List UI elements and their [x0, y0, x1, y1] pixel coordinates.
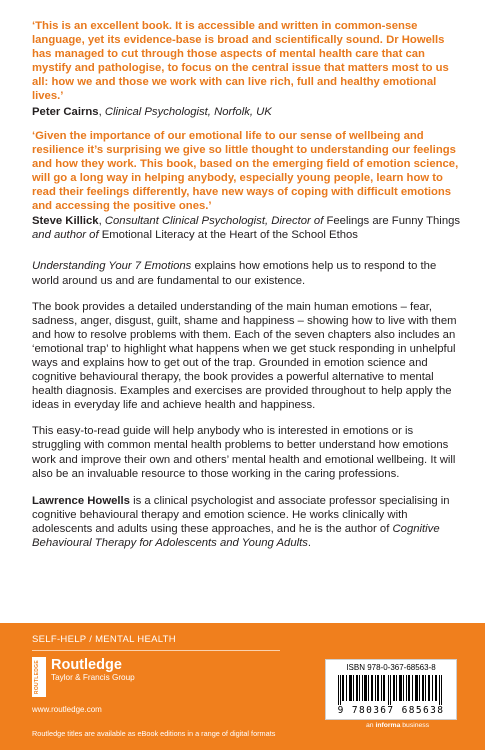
isbn-label: ISBN 978-0-367-68563-8: [346, 663, 436, 672]
intro-paragraph: [32, 259, 464, 287]
book-title: Understanding Your 7 Emotions: [32, 260, 192, 273]
publisher-footer: [0, 623, 485, 750]
author-bio-text: is a clinical psychologist and associate professor specialising in cognitive behavioural therapy and emotion science. He works clinically with adolescents and adults using these approaches, and he is the author of: [32, 494, 450, 535]
informa-prefix: an: [366, 722, 376, 729]
reviewer-name: Peter Cairns: [32, 105, 99, 118]
barcode-icon: [338, 675, 444, 705]
ebook-note: Routledge titles are available as eBook editions in a range of digital formats: [32, 729, 276, 738]
publisher-group: Taylor & Francis Group: [51, 673, 135, 682]
book-title-mention: Feelings are Funny Things: [326, 215, 461, 228]
category-label: SELF-HELP / MENTAL HEALTH: [32, 634, 176, 645]
book-title-mention: Emotional Literacy at the Heart of the School Ethos: [101, 229, 358, 242]
barcode-number: 9 780367 685638: [337, 705, 445, 716]
category-divider: [32, 650, 280, 651]
publisher-brand: [51, 657, 135, 683]
informa-suffix: business: [400, 722, 430, 729]
routledge-logo-icon: [32, 657, 46, 697]
description-paragraph: The book provides a detailed understanding of the main human emotions – fear, sadness, anger, disgust, guilt, shame and happiness – showing how to live with them and how to resolve problems with them. Each of the seven chapters also includes an ‘emotional trap’ to highlight what happens when we get stuck responding in unhelpful ways and explains how to get out of the trap. Grounded in emotion science and cognitive behavioural therapy, the book provides a powerful alternative to mental health diagnosis. Examples and exercises are provided throughout to help apply the ideas in everyday life and achieve health and happiness.: [32, 300, 457, 412]
review-quote-2: ‘Given the importance of our emotional life to our sense of wellbeing and resilience it’s surprising we give so little thought to understanding our feelings and how they work. This book, based on the emerging field of emotion science, will go a long way in helping anybody, especially young people, learn how to read their feelings differently, have new ways of coping with difficult emotions and accessing the positive ones.’: [32, 129, 459, 213]
reviewer-name: Steve Killick: [32, 215, 99, 228]
audience-paragraph: This easy-to-read guide will help anybody who is interested in emotions or is struggling with common mental health problems to better understand how emotions work and improve their own and others’ mental health and emotional wellbeing. It will also be an invaluable resource to those working in the caring professions.: [32, 425, 456, 480]
logo-side-text: ROUTLEDGE: [34, 660, 40, 695]
review-attribution-2: Steve Killick, Consultant Clinical Psychologist, Director of Feelings are Funny Things and author of Emotional Literacy at the Heart of the School Ethos: [32, 215, 461, 242]
author-name: Lawrence Howells: [32, 494, 130, 507]
intro-text: explains how emotions help us to respond to the world around us and are fundamental to our existence.: [32, 260, 437, 287]
review-quote-1: ‘This is an excellent book. It is accessible and written in common-sense language, yet its evidence-base is broad and scientifically sound. Dr Howells has managed to cut through those aspects of mental health care that can mystify and pathologise, to focus on the central issue that matters most to us all: how we and those we work with can live rich, full and healthy emotional lives.’: [32, 20, 449, 103]
isbn-barcode: [325, 659, 457, 720]
reviewer-role: Clinical Psychologist, Norfolk, UK: [104, 105, 272, 118]
back-cover-text: [32, 19, 464, 550]
publisher-url[interactable]: www.routledge.com: [32, 705, 102, 714]
informa-tagline: [366, 722, 429, 729]
publisher-name: Routledge: [51, 657, 122, 673]
reviewer-role-connector: and author of: [32, 229, 102, 242]
reviewer-role: Consultant Clinical Psychologist, Director of: [104, 215, 327, 228]
review-attribution-1: Peter Cairns, Clinical Psychologist, Norfolk, UK: [32, 105, 272, 118]
author-bio: [32, 494, 464, 550]
author-other-book: Cognitive Behavioural Therapy for Adolescents and Young Adults: [32, 522, 440, 549]
author-bio-end: .: [307, 537, 312, 549]
informa-brand: informa: [375, 722, 401, 729]
